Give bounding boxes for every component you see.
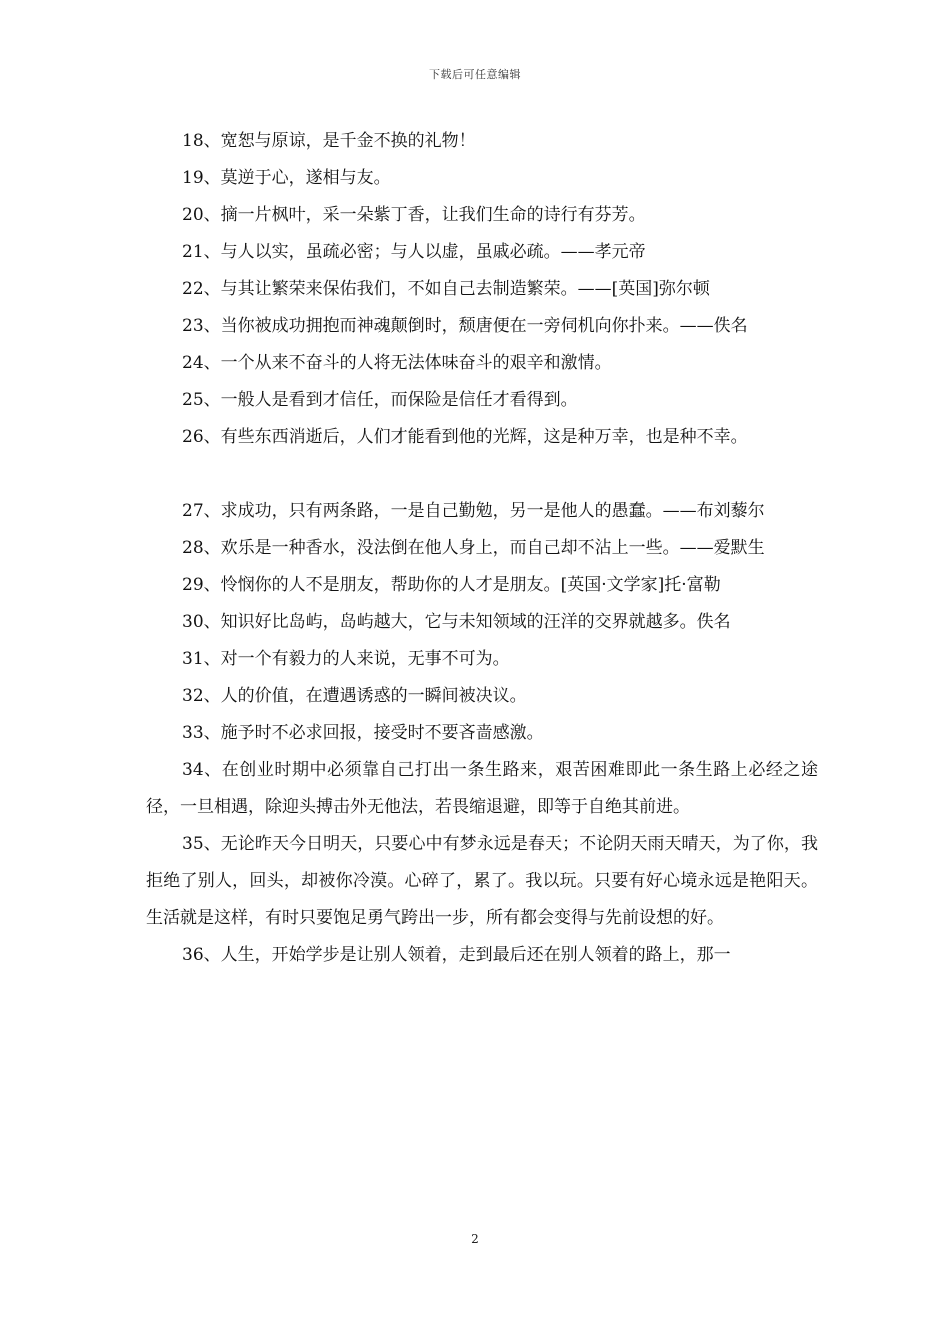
quote-paragraph-27: 27、求成功，只有两条路，一是自己勤勉，另一是他人的愚蠢。——布刘藜尔 <box>182 501 765 521</box>
quote-paragraph-36: 36、人生，开始学步是让别人领着，走到最后还在别人领着的路上，那一 <box>182 945 731 965</box>
quote-paragraph-23: 23、当你被成功拥抱而神魂颠倒时，颓唐便在一旁伺机向你扑来。——佚名 <box>182 316 748 336</box>
quote-paragraph-33: 33、施予时不必求回报，接受时不要吝啬感激。 <box>182 723 544 743</box>
page-number: 2 <box>471 1232 479 1246</box>
quote-paragraph-30: 30、知识好比岛屿，岛屿越大，它与未知领域的汪洋的交界就越多。佚名 <box>182 612 731 632</box>
quote-paragraph-28: 28、欢乐是一种香水，没法倒在他人身上，而自己却不沾上一些。——爱默生 <box>182 538 765 558</box>
quote-paragraph-20: 20、摘一片枫叶，采一朵紫丁香，让我们生命的诗行有芬芳。 <box>182 205 646 225</box>
quote-paragraph-34: 34、在创业时期中必须靠自己打出一条生路来，艰苦困难即此一条生路上必经之途径，一旦相遇，除迎头搏击外无他法，若畏缩退避，即等于自绝其前进。 <box>146 760 818 817</box>
quote-paragraph-29: 29、怜悯你的人不是朋友，帮助你的人才是朋友。[英国·文学家]托·富勒 <box>182 575 721 595</box>
quote-paragraph-24: 24、一个从来不奋斗的人将无法体味奋斗的艰辛和激情。 <box>182 353 612 373</box>
quote-paragraph-31: 31、对一个有毅力的人来说，无事不可为。 <box>182 649 510 669</box>
quote-paragraph-19: 19、莫逆于心，遂相与友。 <box>182 168 391 188</box>
quote-paragraph-25: 25、一般人是看到才信任，而保险是信任才看得到。 <box>182 390 578 410</box>
document-body <box>146 123 818 974</box>
page-header: 下载后可任意编辑 <box>429 68 521 81</box>
quote-paragraph-26: 26、有些东西消逝后，人们才能看到他的光辉，这是种万幸，也是种不幸。 <box>182 427 748 447</box>
quote-paragraph-21: 21、与人以实，虽疏必密；与人以虚，虽戚必疏。——孝元帝 <box>182 242 646 262</box>
quote-paragraph-35: 35、无论昨天今日明天，只要心中有梦永远是春天；不论阴天雨天晴天，为了你，我拒绝了别人，回头，却被你冷漠。心碎了，累了。我以玩。只要有好心境永远是艳阳天。生活就是这样，有时只要饱足勇气跨出一步，所有都会变得与先前设想的好。 <box>146 834 818 928</box>
quote-paragraph-18: 18、宽恕与原谅，是千金不换的礼物！ <box>182 131 476 151</box>
quote-paragraph-22: 22、与其让繁荣来保佑我们，不如自己去制造繁荣。——[英国]弥尔顿 <box>182 279 710 299</box>
quote-paragraph-32: 32、人的价值，在遭遇诱惑的一瞬间被决议。 <box>182 686 527 706</box>
